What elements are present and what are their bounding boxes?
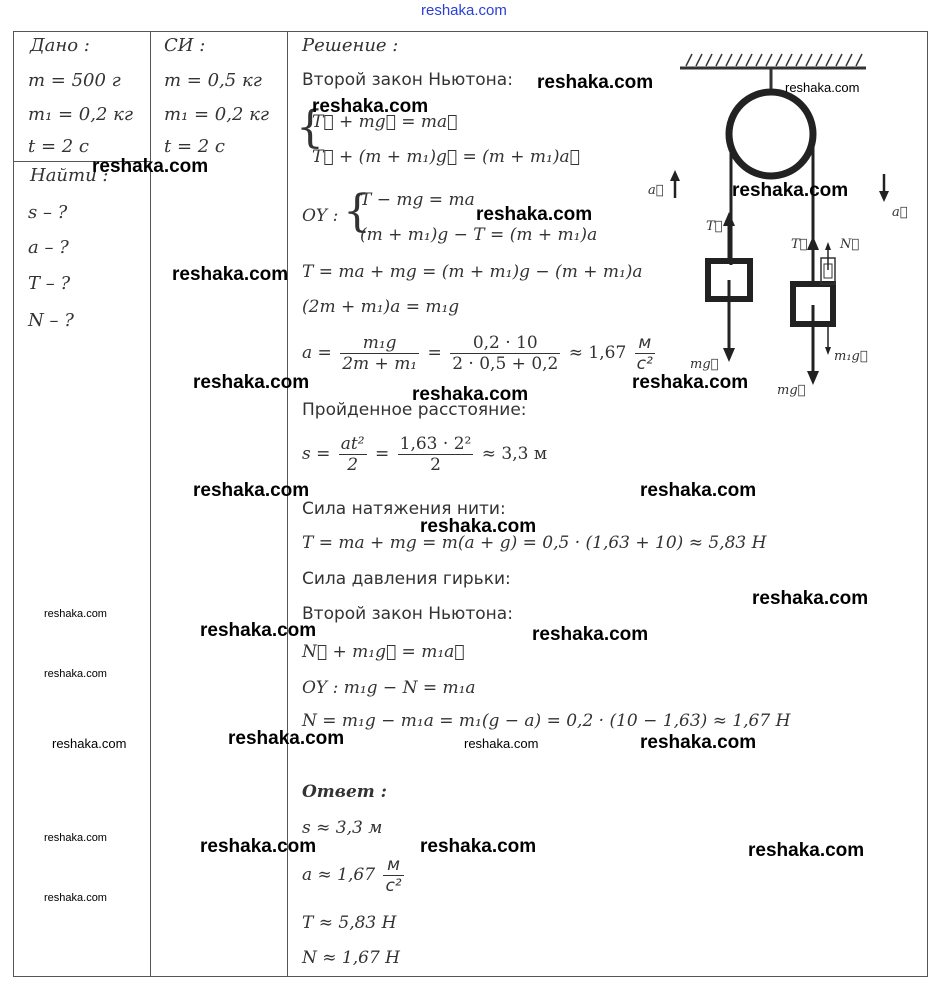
watermark: reshaka.com xyxy=(312,96,429,117)
watermark-small: reshaka.com xyxy=(464,736,539,751)
watermark: reshaka.com xyxy=(193,372,310,393)
distance-heading: Пройденное расстояние: xyxy=(302,400,527,420)
pulley xyxy=(729,92,813,176)
watermark: reshaka.com xyxy=(476,204,593,225)
tension-arrowhead-right xyxy=(807,236,819,250)
watermark: reshaka.com xyxy=(200,836,317,857)
label-N: N⃗ xyxy=(840,237,860,252)
ceiling-hatching xyxy=(686,54,862,66)
s-fraction-numeric xyxy=(398,434,474,475)
si-line-t: t = 2 с xyxy=(164,136,226,157)
given-line-m: m = 500 г xyxy=(28,70,121,91)
label-T-left: T⃗ xyxy=(706,219,723,234)
newton-law-heading-2: Второй закон Ньютона: xyxy=(302,604,513,624)
newton-law-heading: Второй закон Ньютона: xyxy=(302,70,513,90)
answer-title: Ответ : xyxy=(302,782,387,802)
acceleration-formula xyxy=(302,333,658,374)
acceleration-arrowhead-up xyxy=(670,170,680,181)
tension-calculation: T = ma + mg = m(a + g) = 0,5 · (1,63 + 10) ≈ 5,83 Н xyxy=(302,533,767,553)
given-line-t: t = 2 с xyxy=(28,136,90,157)
watermark: reshaka.com xyxy=(752,588,869,609)
find-item-T: T – ? xyxy=(28,273,71,294)
watermark: reshaka.com xyxy=(200,620,317,641)
answer-a xyxy=(302,855,407,896)
watermark: reshaka.com xyxy=(420,836,537,857)
answer-a-unit xyxy=(383,855,403,896)
watermark-small: reshaka.com xyxy=(44,892,107,904)
answer-a-value: a ≈ 1,67 xyxy=(302,865,376,885)
distance-formula xyxy=(302,434,547,475)
label-mg-right: mg⃗ xyxy=(777,383,806,398)
answer-T: T ≈ 5,83 Н xyxy=(302,913,397,933)
a-frac1-den: 2m + m₁ xyxy=(342,354,418,374)
solution-title: Решение : xyxy=(302,35,399,56)
a-frac1-num: m₁g xyxy=(340,333,419,354)
watermark: reshaka.com xyxy=(420,516,537,537)
a-unit-den: с² xyxy=(636,354,653,374)
a-result: ≈ 1,67 xyxy=(568,343,627,363)
weight-gravity-arrowhead xyxy=(825,347,831,355)
oy-system-line-2: (m + m₁)g − T = (m + m₁)a xyxy=(360,225,598,245)
watermark-small: reshaka.com xyxy=(44,608,107,620)
s-prefix: s = xyxy=(302,444,331,464)
a-equals: = xyxy=(427,343,442,363)
acceleration-arrowhead-down xyxy=(879,191,889,202)
gravity-arrowhead-left xyxy=(723,348,735,362)
watermark: reshaka.com xyxy=(632,372,749,393)
label-a-right: a⃗ xyxy=(892,205,908,220)
s-fraction-symbolic xyxy=(339,434,367,475)
label-m1g: m₁g⃗ xyxy=(834,349,868,364)
s-frac1-den: 2 xyxy=(347,455,359,475)
watermark-small: reshaka.com xyxy=(44,668,107,680)
tension-expression: T = ma + mg = (m + m₁)g − (m + m₁)a xyxy=(302,262,643,282)
answer-a-unit-num: м xyxy=(383,855,403,876)
watermark: reshaka.com xyxy=(412,384,529,405)
vector-system-line-1: T⃗ + mg⃗ = ma⃗ xyxy=(312,112,458,132)
site-link[interactable]: reshaka.com xyxy=(421,2,507,19)
watermark: reshaka.com xyxy=(537,72,654,93)
label-T-right: T⃗ xyxy=(791,237,808,252)
s-equals: = xyxy=(374,444,390,464)
watermark: reshaka.com xyxy=(228,728,345,749)
pressure-heading: Сила давления гирьки: xyxy=(302,569,511,589)
diagram-watermark: reshaka.com xyxy=(785,80,860,95)
tension-arrowhead-left xyxy=(723,212,735,226)
weight-vector-equation: N⃗ + m₁g⃗ = m₁a⃗ xyxy=(302,642,465,662)
label-a-left: a⃗ xyxy=(648,183,664,198)
s-frac1-num: at² xyxy=(340,434,365,454)
s-frac2-num: 1,63 · 2² xyxy=(399,434,472,454)
a-fraction-symbolic xyxy=(340,333,419,374)
si-line-m1: m₁ = 0,2 кг xyxy=(164,104,270,125)
watermark-small: reshaka.com xyxy=(44,832,107,844)
watermark: reshaka.com xyxy=(193,480,310,501)
s-result: ≈ 3,3 м xyxy=(481,444,548,464)
vector-system-line-2: T⃗ + (m + m₁)g⃗ = (m + m₁)a⃗ xyxy=(312,147,580,167)
watermark: reshaka.com xyxy=(92,156,209,177)
normal-force-calculation: N = m₁g − m₁a = m₁(g − a) = 0,2 · (10 − 1,63) ≈ 1,67 Н xyxy=(302,711,791,731)
a-frac2-den: 2 · 0,5 + 0,2 xyxy=(452,354,559,374)
find-item-a: a – ? xyxy=(28,237,69,258)
label-mg-left: mg⃗ xyxy=(690,357,719,372)
watermark: reshaka.com xyxy=(532,624,649,645)
s-frac2-den: 2 xyxy=(430,455,441,475)
oy-system-line-1: T − mg = ma xyxy=(360,190,475,210)
watermark: reshaka.com xyxy=(748,840,865,861)
watermark-small: reshaka.com xyxy=(52,736,127,751)
given-line-m1: m₁ = 0,2 кг xyxy=(28,104,134,125)
answer-N: N ≈ 1,67 Н xyxy=(302,948,401,968)
watermark: reshaka.com xyxy=(732,180,849,201)
si-title: СИ : xyxy=(164,35,206,56)
find-title: Найти : xyxy=(30,165,109,186)
a-unit-num: м xyxy=(635,333,655,354)
watermark: reshaka.com xyxy=(640,480,757,501)
pulley-diagram xyxy=(640,50,910,400)
acceleration-relation: (2m + m₁)a = m₁g xyxy=(302,297,460,317)
oy-label: OY : xyxy=(302,206,339,226)
watermark: reshaka.com xyxy=(640,732,757,753)
normal-force-arrowhead xyxy=(825,242,831,250)
tension-heading: Сила натяжения нити: xyxy=(302,499,506,519)
a-frac2-num: 0,2 · 10 xyxy=(450,333,560,354)
weight-oy-equation: OY : m₁g − N = m₁a xyxy=(302,678,476,698)
answer-a-unit-den: с² xyxy=(385,876,402,896)
system-brace-2: { xyxy=(343,186,371,237)
find-item-N: N – ? xyxy=(28,310,74,331)
given-title: Дано : xyxy=(30,35,90,56)
watermark: reshaka.com xyxy=(172,264,289,285)
a-fraction-numeric xyxy=(450,333,560,374)
a-prefix: a = xyxy=(302,343,332,363)
find-item-s: s – ? xyxy=(28,202,68,223)
system-brace-1: { xyxy=(296,102,324,153)
answer-s: s ≈ 3,3 м xyxy=(302,818,383,838)
si-line-m: m = 0,5 кг xyxy=(164,70,262,91)
gravity-arrowhead-right xyxy=(807,371,819,385)
